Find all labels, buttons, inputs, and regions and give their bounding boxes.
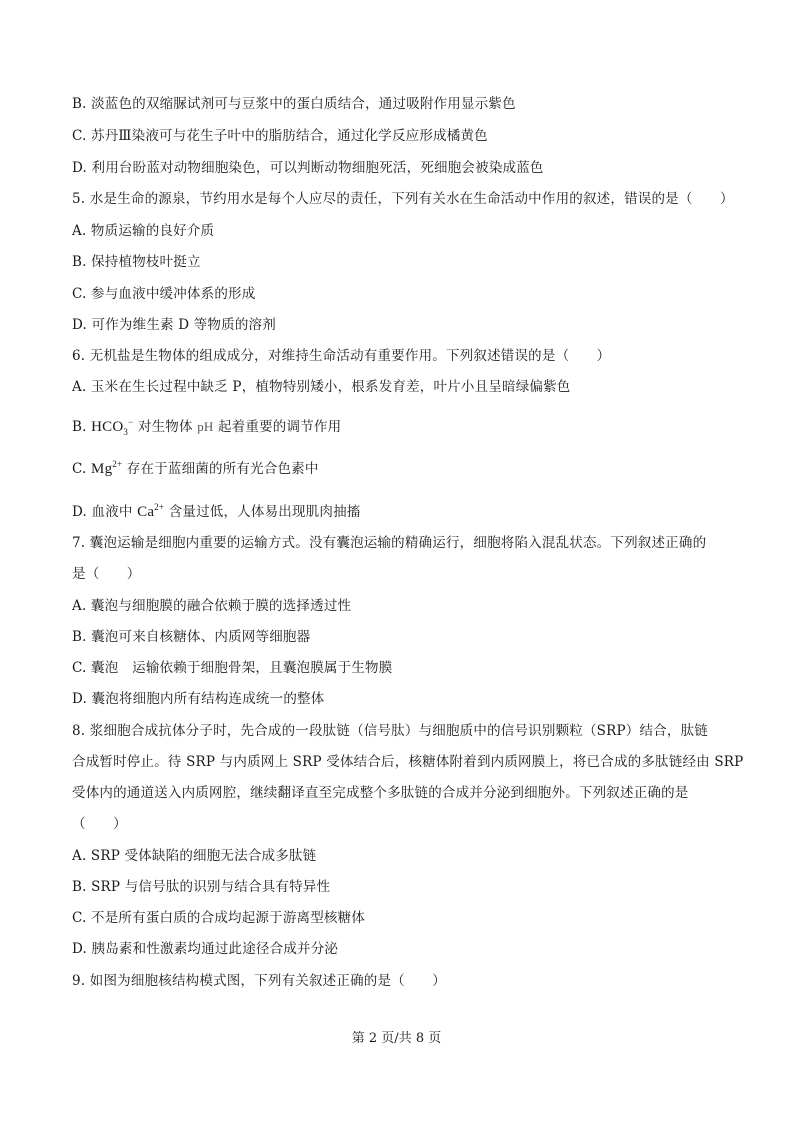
q5-stem: 5. 水是生命的源泉，节约用水是每个人应尽的责任，下列有关水在生命活动中作用的叙述，错误的是（ ） (72, 191, 734, 207)
q7-stem-line-1: 7. 囊泡运输是细胞内重要的运输方式。没有囊泡运输的精确运行，细胞将陷入混乱状态。下列叙述正确的 (72, 535, 707, 551)
formula-text: Ca (137, 504, 155, 520)
q8-stem-line-2: 合成暂时停止。待 SRP 与内质网上 SRP 受体结合后，核糖体附着到内质网膜上，将已合成的多肽链经由 SRP (72, 754, 744, 770)
option-text: 对生物体 (137, 419, 193, 435)
option-text: 起着重要的调节作用 (217, 419, 342, 435)
q9-stem: 9. 如图为细胞核结构模式图，下列有关叙述正确的是（ ） (72, 973, 446, 989)
formula-charge: − (128, 417, 134, 427)
bicarbonate-formula (91, 419, 133, 435)
q8-option-c: C. 不是所有蛋白质的合成均起源于游离型核糖体 (72, 910, 366, 926)
formula-text: Mg (91, 461, 113, 477)
q6-option-d (72, 498, 361, 521)
q5-option-c: C. 参与血液中缓冲体系的形成 (72, 286, 256, 302)
option-label: C. (72, 461, 92, 477)
q6-option-b (72, 413, 341, 441)
formula-text: HCO (91, 419, 124, 435)
option-text: 含量过低，人体易出现肌肉抽搐 (168, 504, 361, 520)
option-label: B. (72, 419, 92, 435)
formula-charge: 2+ (154, 502, 165, 512)
q6-option-c (72, 455, 319, 478)
q8-stem-line-1: 8. 浆细胞合成抗体分子时，先合成的一段肽链（信号肽）与细胞质中的信号识别颗粒（SRP）结合，肽链 (72, 723, 708, 739)
q7-option-b: B. 囊泡可来自核糖体、内质网等细胞器 (72, 629, 311, 645)
option-text: 存在于蓝细菌的所有光合色素中 (126, 461, 319, 477)
q6-option-a: A. 玉米在生长过程中缺乏 P，植物特别矮小，根系发育差，叶片小且呈暗绿偏紫色 (72, 379, 571, 395)
q8-option-b: B. SRP 与信号肽的识别与结合具有特异性 (72, 879, 331, 895)
q7-stem-line-2: 是（ ） (72, 566, 141, 582)
ph-symbol: pH (197, 419, 214, 434)
q8-option-d: D. 胰岛素和性激素均通过此途径合成并分泌 (72, 941, 339, 957)
q5-option-d: D. 可作为维生素 D 等物质的溶剂 (72, 317, 276, 333)
magnesium-ion-formula (91, 461, 122, 477)
q5-option-a: A. 物质运输的良好介质 (72, 223, 215, 239)
q7-option-a: A. 囊泡与细胞膜的融合依赖于膜的选择透过性 (72, 598, 352, 614)
q7-option-c: C. 囊泡 运输依赖于细胞骨架，且囊泡膜属于生物膜 (72, 660, 393, 676)
q5-option-b: B. 保持植物枝叶挺立 (72, 254, 201, 270)
q4-option-c: C. 苏丹Ⅲ染液可与花生子叶中的脂肪结合，通过化学反应形成橘黄色 (72, 128, 488, 144)
option-label: D. 血液中 (72, 504, 133, 520)
q6-stem: 6. 无机盐是生物体的组成成分，对维持生命活动有重要作用。下列叙述错误的是（ ） (72, 348, 611, 364)
q8-stem-line-4: （ ） (72, 816, 127, 832)
q8-option-a: A. SRP 受体缺陷的细胞无法合成多肽链 (72, 848, 317, 864)
q8-stem-line-3: 受体内的通道送入内质网腔，继续翻译直至完成整个多肽链的合成并分泌到细胞外。下列叙述正确的是 (72, 785, 689, 801)
q4-option-d: D. 利用台盼蓝对动物细胞染色，可以判断动物细胞死活，死细胞会被染成蓝色 (72, 160, 544, 176)
page-footer: 第 2 页/共 8 页 (351, 1031, 442, 1046)
q4-option-b: B. 淡蓝色的双缩脲试剂可与豆浆中的蛋白质结合，通过吸附作用显示紫色 (72, 96, 516, 112)
formula-subscript: 3 (123, 427, 129, 437)
q7-option-d: D. 囊泡将细胞内所有结构连成统一的整体 (72, 691, 325, 707)
formula-charge: 2+ (112, 459, 123, 469)
calcium-ion-formula (137, 504, 164, 520)
